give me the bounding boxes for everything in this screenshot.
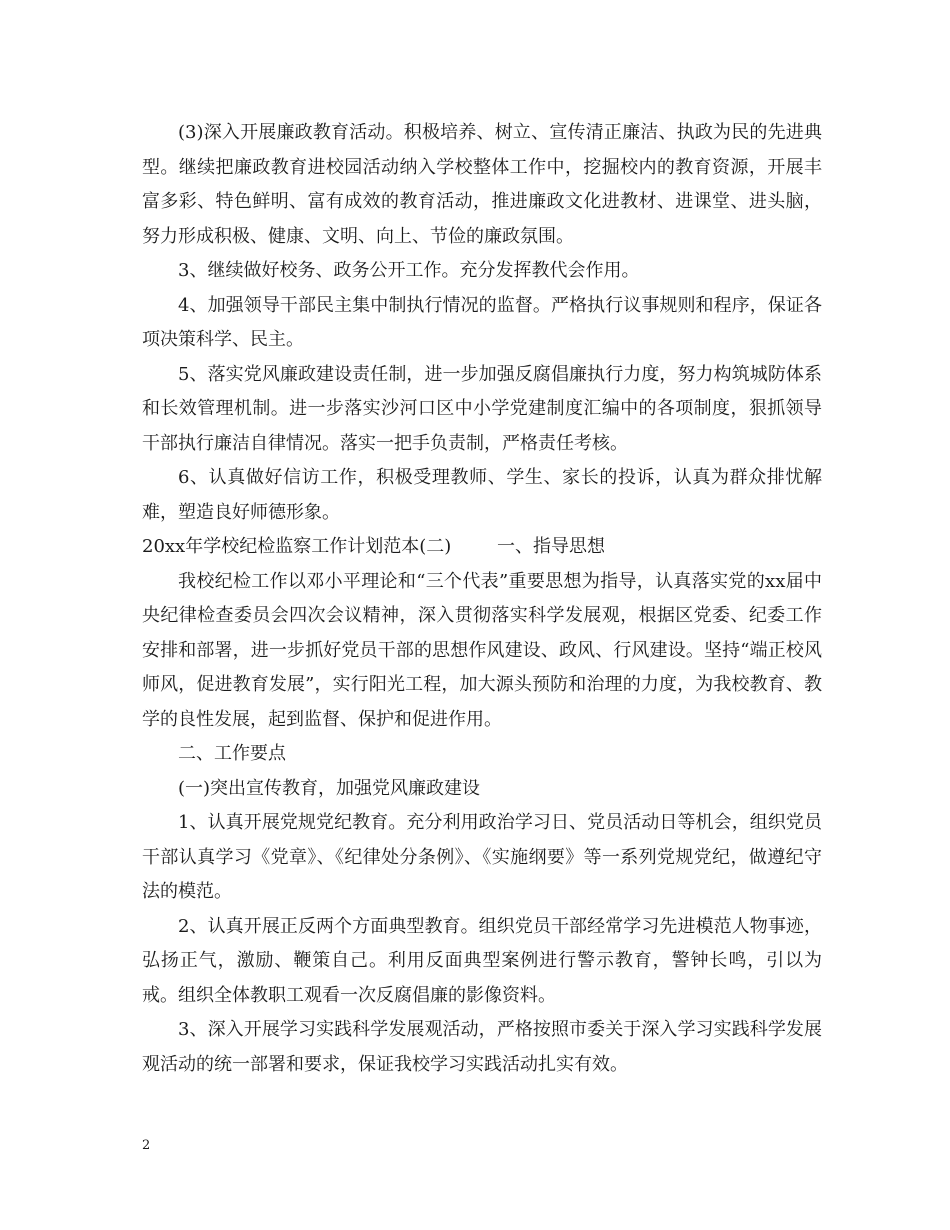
document-title: 20xx年学校纪检监察工作计划范本(二) <box>142 536 452 557</box>
paragraph: 我校纪检工作以邓小平理论和“三个代表”重要思想为指导，认真落实党的xx届中央纪律检查委员会四次会议精神，深入贯彻落实科学发展观，根据区党委、纪委工作安排和部署，进一步抓好党员干部的思想作风建设、政风、行风建设。坚持“端正校风师风，促进教育发展”，实行阳光工程，加大源头预防和治理的力度，为我校教育、教学的良性发展，起到监督、保护和促进作用。 <box>142 570 822 730</box>
paragraph: (3)深入开展廉政教育活动。积极培养、树立、宣传清正廉洁、执政为民的先进典型。继续把廉政教育进校园活动纳入学校整体工作中，挖掘校内的教育资源，开展丰富多彩、特色鲜明、富有成效的教育活动，推进廉政文化进教材、进课堂、进头脑，努力形成积极、健康、文明、向上、节俭的廉政氛围。 <box>142 122 822 247</box>
paragraph: 1、认真开展党规党纪教育。充分利用政治学习日、党员活动日等机会，组织党员干部认真学习《党章》、《纪律处分条例》、《实施纲要》等一系列党规党纪，做遵纪守法的模范。 <box>142 812 822 902</box>
paragraph: 2、认真开展正反两个方面典型教育。组织党员干部经常学习先进模范人物事迹，弘扬正气，激励、鞭策自己。利用反面典型案例进行警示教育，警钟长鸣，引以为戒。组织全体教职工观看一次反腐倡廉的影像资料。 <box>142 915 822 1006</box>
section-heading-line <box>142 530 822 565</box>
paragraph: 4、加强领导干部民主集中制执行情况的监督。严格执行议事规则和程序，保证各项决策科学、民主。 <box>142 294 822 350</box>
paragraph: 5、落实党风廉政建设责任制，进一步加强反腐倡廉执行力度，努力构筑城防体系和长效管理机制。进一步落实沙河口区中小学党建制度汇编中的各项制度，狠抓领导干部执行廉洁自律情况。落实一把手负责制，严格责任考核。 <box>142 363 822 454</box>
subsection-heading: (一)突出宣传教育，加强党风廉政建设 <box>178 777 481 799</box>
subsection-heading: 二、工作要点 <box>178 743 286 764</box>
paragraph: 3、深入开展学习实践科学发展观活动，严格按照市委关于深入学习实践科学发展观活动的统一部署和要求，保证我校学习实践活动扎实有效。 <box>142 1019 822 1075</box>
paragraph: 6、认真做好信访工作，积极受理教师、学生、家长的投诉，认真为群众排忧解难，塑造良好师德形象。 <box>142 467 822 523</box>
document-body <box>142 116 822 1082</box>
paragraph: 3、继续做好校务、政务公开工作。充分发挥教代会作用。 <box>178 260 640 281</box>
section-heading: 一、指导思想 <box>497 536 606 557</box>
page-number: 2 <box>142 1138 151 1153</box>
